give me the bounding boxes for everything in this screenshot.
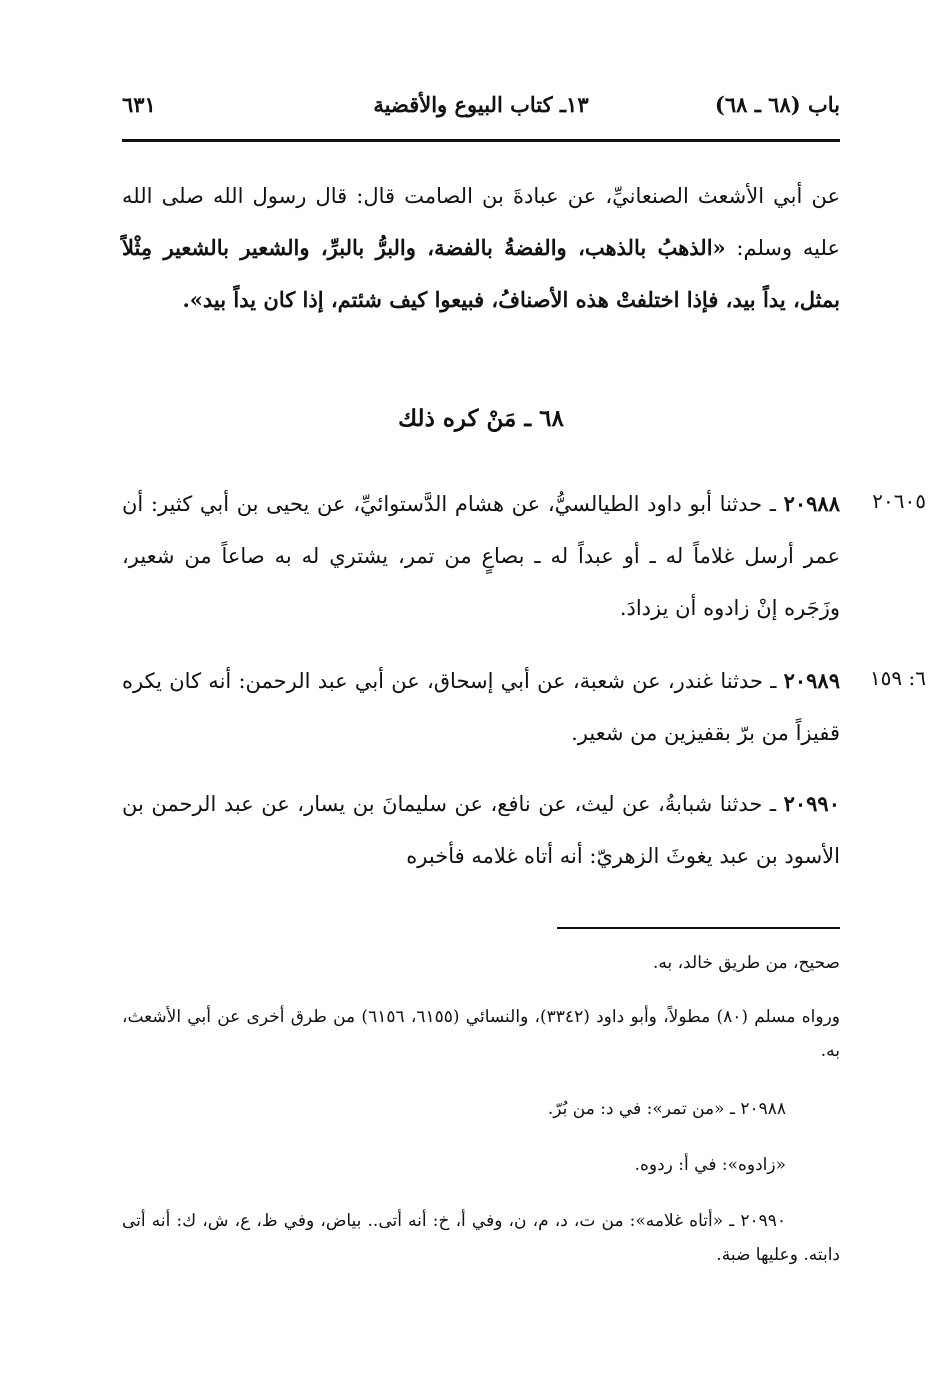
header-rule <box>122 139 840 142</box>
hadith-number: ٢٠٩٩٠ <box>783 791 840 816</box>
cross-reference: ٦: ١٥٩ <box>869 666 926 690</box>
intro-paragraph <box>122 170 840 326</box>
hadith-number: ٢٠٩٨٩ <box>783 668 840 693</box>
footnote: ٢٠٩٨٨ ـ «من تمر»: في د: من بُرّ. <box>547 1099 786 1119</box>
running-header <box>122 92 840 126</box>
hadith-paragraph <box>122 478 840 634</box>
footnote: صحيح، من طريق خالد، به. <box>652 953 840 973</box>
footnote-rule <box>557 927 840 929</box>
footnote: ورواه مسلم (٨٠) مطولاً، وأبو داود (٣٣٤٢)، والنسائي (٦١٥٥، ٦١٥٦) من طرق أخرى عن أبي الأشعث، به. <box>122 1007 840 1061</box>
chapter-range: باب (٦٨ ـ ٦٨) <box>714 92 840 117</box>
footnote: ٢٠٩٩٠ ـ «أتاه غلامه»: من ت، د، م، ن، وفي أ، خ: أنه أتى.. بياض، وفي ظ، ع، ش، ك: أنه أتى دابته. وعليها ضبة. <box>122 1211 840 1265</box>
section-title: ٦٨ ـ مَنْ كره ذلك <box>398 405 564 432</box>
hadith-text: ـ حدثنا أبو داود الطيالسيُّ، عن هشام الدَّستوائيِّ، عن يحيى بن أبي كثير: أن عمر أرسل غلاماً له ـ أو عبداً له ـ بصاعٍ من تمر، يشتري له به صاعاً من شعير، وزَجَره إنْ زادوه أن يزدادَ. <box>122 492 840 620</box>
page-number: ٦٣١ <box>122 92 156 117</box>
intro-hadith-text: «الذهبُ بالذهب، والفضةُ بالفضة، والبرُّ بالبرِّ، والشعير بالشعير مِثْلاً بمثل، يداً بيد، فإذا اختلفتْ هذه الأصنافُ، فبيعوا كيف شئتم، إذا كان يداً بيد». <box>122 235 840 312</box>
hadith-paragraph <box>122 778 840 882</box>
intro-text: عن أبي الأشعث الصنعانيِّ، عن عبادةَ بن الصامت قال: قال رسول الله صلى الله عليه وسلم: <box>122 184 841 260</box>
cross-reference: ٢٠٦٠٥ <box>872 489 926 513</box>
hadith-text: ـ حدثنا شبابةُ، عن ليث، عن نافع، عن سليمانَ بن يسار، عن عبد الرحمن بن الأسود بن عبد يغوثَ الزهريّ: أنه أتاه غلامه فأخبره <box>122 792 840 868</box>
footnote: «زادوه»: في أ: ردوه. <box>634 1155 786 1175</box>
book-title: ١٣ـ كتاب البيوع والأقضية <box>373 92 589 117</box>
hadith-text: ـ حدثنا غندر، عن شعبة، عن أبي إسحاق، عن أبي عبد الرحمن: أنه كان يكره قفيزاً من برّ بقفيزين من شعير. <box>122 669 840 745</box>
hadith-paragraph <box>122 655 840 759</box>
hadith-number: ٢٠٩٨٨ <box>783 491 840 516</box>
